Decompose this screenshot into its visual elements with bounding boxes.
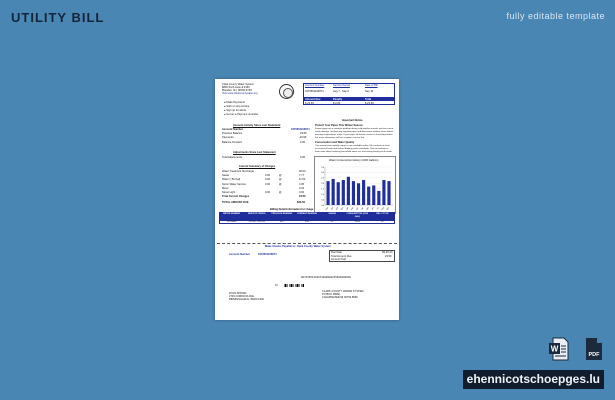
chart-x-tick: Sep [325,207,329,211]
word-document-icon[interactable] [548,337,569,361]
stub-account-label: Account Number [229,253,250,256]
chart-x-tick: Jun [371,207,375,211]
chart-bar-feb [352,181,355,205]
consumption-chart-svg [315,157,397,215]
charge-rate-3: @ [279,182,282,186]
chart-bar-aug [382,180,385,205]
usage-header-2: PREVIOUS READING [271,213,293,215]
chart-bar-jun [372,185,375,205]
penalty-value: $ 0.00 [333,101,341,105]
notice-heading: Important Notice [342,119,363,122]
bullet-reminder[interactable]: ● Get an e-Payment reminder [224,113,259,116]
charge-rate-5: @ [279,191,282,194]
tab-date-of-bill: Date of Bill [365,84,378,87]
summary-value-0: 0476651166874 [291,128,310,131]
chart-y-tick: 1.5 [321,188,324,191]
postal-barcode [284,284,304,287]
chart-x-tick: Dec [340,207,345,211]
charge-qty-5: 0.00 [265,191,271,194]
remit-line-0: CLARK COUNTY WATER SYSTEM [322,290,364,293]
charge-qty-3: 0.00 [265,182,271,186]
summary-value-3: 0.00 [300,141,306,144]
account-activity-heading: Account Activity Since Last Statement [233,124,281,127]
usage-header-0: METER NUMBER [223,213,241,215]
chart-y-tick: 0.0 [321,204,324,207]
chart-y-tick: 3.0 [321,172,324,175]
notice-line-0: Frozen pipes are a common problem during cold weather months and can cause [315,127,394,130]
chart-bar-sep [327,181,330,205]
usage-cell-3: 435 [305,220,309,223]
tab-account-number: Account Number [305,84,325,87]
bullet-start-stop[interactable]: ● Start or stop service [224,105,250,108]
charge-value-0: 00.00 [299,170,306,173]
customer-line-1: 2733 CORDOVA AVE [229,295,254,298]
chart-x-tick: May [366,207,370,211]
chart-bar-dec [342,180,345,205]
chart-x-tick: Mar [356,207,360,211]
charge-label-1: Sewer [222,174,230,178]
header-bill-date: Sep 16 [365,90,374,93]
usage-cell-5: 23.00 [354,220,361,223]
usage-cell-0: 01783688 [226,220,237,223]
header-service-period: Aug 7 - Sep 9 [333,90,349,93]
chart-x-tick: Sep [386,207,390,211]
notice-subheading: Protect Your Pipes This Winter Season [315,124,363,127]
summary-value-2: -23.59 [299,136,307,139]
usage-cell-2: 412 [280,220,284,223]
chart-bar-sep [387,181,390,205]
chart-bar-oct [332,179,335,205]
summary-label-0: Account Number [222,128,243,131]
total-value: $ 23.59 [365,101,374,105]
usage-cell-6: 01 [381,220,384,223]
usage-header-5: CONSUMPTION (1000 GAL) [346,213,369,218]
current-charges-heading: Current Summary of Charges [239,165,276,168]
total-amount-due-label: TOTAL AMOUNT DUE [222,201,249,204]
chart-title: Water Consumption History (1000 Gallons) [329,159,379,162]
chart-y-tick: 2.5 [321,177,324,180]
notice-line-1: costly damage. Insulate any exposed pipes and disconnect outdoor hoses before [315,130,394,133]
header-account-number: 0476651166874 [305,90,324,93]
charge-rate-2: @ [279,178,282,182]
charge-rate-1: @ [279,174,282,178]
penalty-label: Penalty [333,97,343,101]
charge-value-4: 0.34 [299,186,305,190]
due-label-1: Total Amount Due [331,254,352,258]
due-value-0: 09-25-20 [382,251,393,254]
pdf-document-icon[interactable] [583,337,604,361]
charge-label-2: Water (<5k Gal) [222,178,241,182]
notice-subheading-2: Conservation and Water Quality [315,141,355,144]
tab-service-period: Service Period [333,84,350,87]
usage-header-6: BILL CYCLE [376,213,389,215]
bullet-make-payments[interactable]: ● Make Payments [224,101,245,104]
chart-bar-jul [377,191,380,205]
usage-cell-1: 7/07/20 - 8/07/20 [248,220,265,223]
amount-due-label: Amount Due [305,97,321,101]
chart-y-tick: 2.0 [321,183,324,186]
notice2-line-1: or exceed all state and federal drinking water standards. Visit our website to [315,147,389,150]
charge-value-3: 3.95 [299,182,305,186]
adjustments-value: 0.00 [300,156,306,159]
charge-label-5: Street Light [222,191,236,194]
charge-qty-2: 0.00 [265,178,271,182]
notice2-line-0: Your annual water quality report is now available online. We continue to meet [315,144,390,147]
utility-address-2: Brandon, NJ, 08760-6794 [222,89,252,92]
notice-line-3: For more information call our customer service line. [315,137,365,140]
template-title: UTILITY BILL [11,10,105,25]
payable-heading: Make Checks Payable to: Clark County Water System [265,245,331,248]
usage-header-4: USAGE [328,213,336,215]
remit-line-1: PO BOX 48960 [322,293,340,296]
to-label: To: [275,284,279,287]
adjustments-label: Total Adjustments [222,156,243,159]
charge-value-2: 11.53 [299,178,306,182]
due-value-1: 23.59 [385,254,392,258]
chart-y-tick: 0.5 [321,199,324,202]
summary-label-1: Previous Balance [222,132,243,135]
usage-header-3: CURRENT READING [296,213,318,215]
tear-line [217,243,397,244]
svg-text:PDF: PDF [588,352,600,358]
chart-bar-apr [362,180,365,205]
chart-x-tick: Aug [381,207,385,211]
charge-qty-1: 0.00 [265,174,271,178]
charge-label-4: Meter [222,186,229,190]
chart-bar-may [367,187,370,205]
summary-value-1: 23.59 [300,132,307,135]
usage-header-1: SERVICE PERIOD [247,213,266,215]
chart-bar-jan [347,177,350,205]
adjustments-heading: Adjustments Since Last Statement [233,151,276,154]
charge-value-1: 7.77 [299,174,305,178]
summary-label-3: Balance Forward [222,141,242,144]
customer-line-2: BIRMINGHAM AL 35209 1930 [229,298,264,301]
usage-cell-4: 23 [330,220,334,223]
notice2-line-2: learn more about reducing household water use and saving money each month. [315,150,393,153]
chart-x-tick: Feb [351,207,355,211]
charge-value-6: 23.59 [299,195,306,199]
chart-bar-nov [337,182,340,205]
chart-x-tick: Jan [346,207,350,211]
scan-line: 00476651166874000000235900000000 [301,276,351,279]
chart-bar-mar [357,183,360,205]
template-tagline: fully editable template [506,11,605,21]
utility-bill-document [215,79,399,320]
remit-line-2: CLEARWATER MI 00754 8960 [322,296,358,299]
county-seal-icon [279,84,294,99]
svg-text:W: W [550,344,559,354]
amount-due-value: $ 23.59 [305,101,314,105]
site-watermark: ehennicotschoepges.lu [463,370,604,389]
chart-x-tick: Jul [376,207,380,211]
chart-y-tick: 1.0 [321,193,324,196]
charge-label-3: Storm Water Service [222,182,246,186]
consumption-chart [314,156,396,214]
total-label: Total [365,97,372,101]
charge-value-5: 0.00 [299,191,305,194]
chart-x-tick: Apr [361,207,365,211]
charge-label-0: Water Treatment Surcharge [222,170,254,173]
due-label-2: Amount Paid [331,258,346,261]
total-amount-due-value: $23.59 [297,201,305,204]
charge-label-6: Total Current Charges [222,195,250,199]
stub-account-value: 0476651166874 [258,253,277,256]
utility-name: Clark County Water System [222,83,254,86]
notice-line-2: freezing temperatures arrive. If your pipes do freeze, contact a licensed plumber. [315,133,393,136]
bullet-alerts[interactable]: ● Sign up for alerts [224,109,246,112]
chart-x-tick: Nov [335,207,340,211]
utility-address-1: 8800 Sixth Lane & #120 [222,86,250,89]
utility-website[interactable]: Visit www.clarkcountywater.org [222,92,258,95]
chart-x-tick: Oct [330,207,335,211]
chart-y-tick: 3.5 [321,166,324,169]
due-label-0: Due Date [331,251,342,254]
customer-line-0: RYAN SPRING [229,292,247,295]
usage-table-title: Billing Detail Information for Usage [270,208,314,211]
summary-label-2: Payments [222,136,234,139]
